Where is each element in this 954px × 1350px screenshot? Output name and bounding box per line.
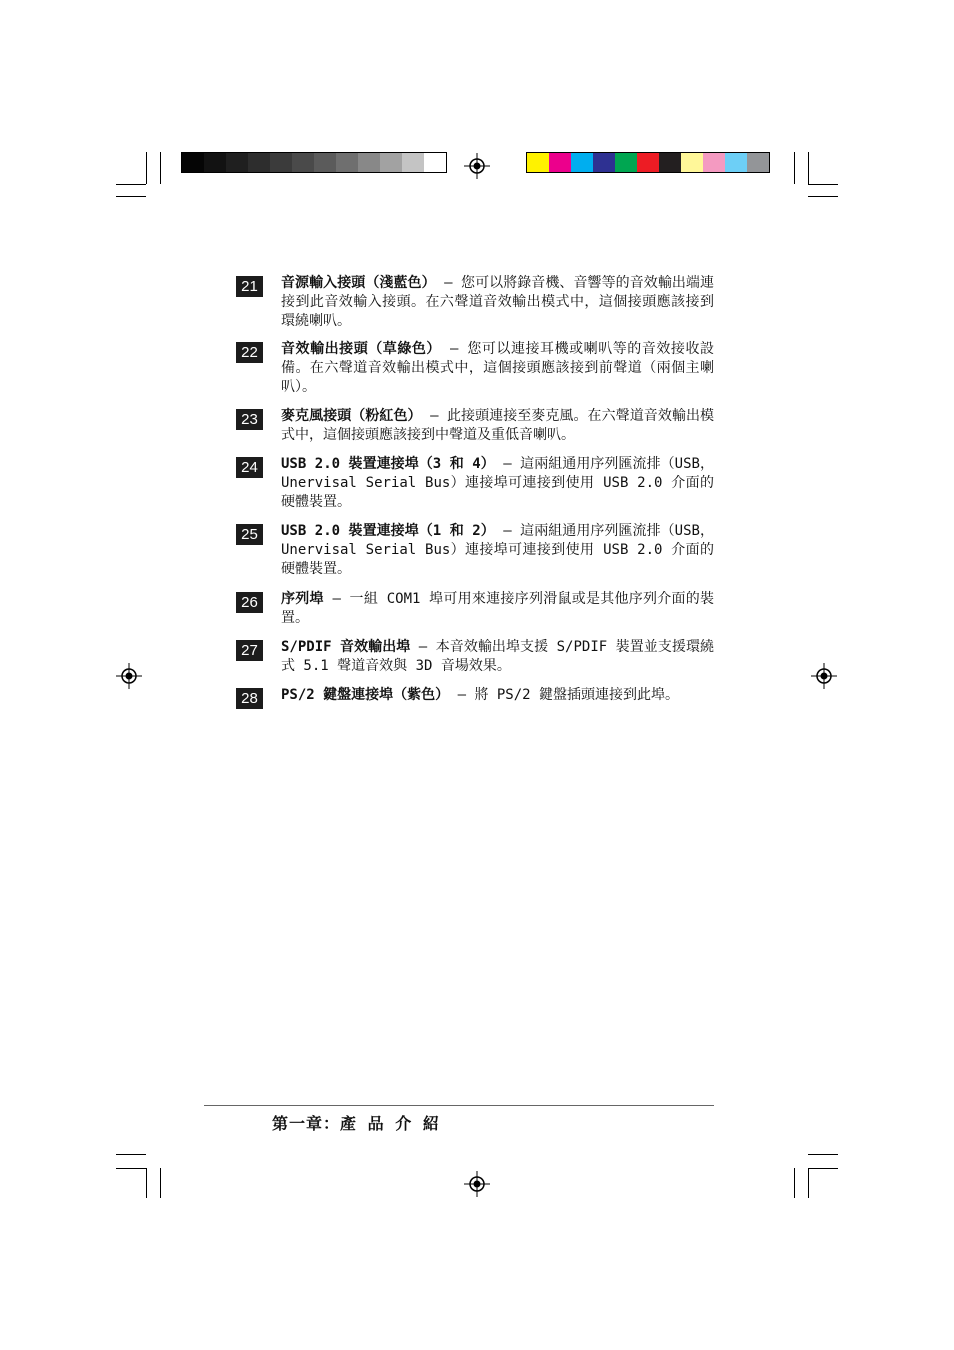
item-description: – 將 PS/2 鍵盤插頭連接到此埠。 <box>449 687 680 703</box>
color-swatch <box>226 153 248 172</box>
item-number-badge: 21 <box>236 276 263 297</box>
item-number-badge: 27 <box>236 640 263 661</box>
registration-mark-icon <box>811 663 837 689</box>
crop-mark <box>116 184 146 185</box>
color-swatch <box>204 153 226 172</box>
item-title: PS/2 鍵盤連接埠（紫色） <box>281 687 450 703</box>
color-swatch <box>747 153 769 172</box>
crop-mark <box>116 1154 146 1155</box>
registration-mark-icon <box>116 663 142 689</box>
crop-mark <box>116 196 146 197</box>
item-title: 音源輸入接頭（淺藍色） <box>281 275 436 291</box>
color-swatch <box>593 153 615 172</box>
color-swatch <box>681 153 703 172</box>
color-swatch <box>270 153 292 172</box>
color-swatch <box>549 153 571 172</box>
color-swatch <box>314 153 336 172</box>
crop-mark <box>794 1168 795 1198</box>
chapter-footer: 第一章：產 品 介 紹 <box>272 1114 440 1133</box>
item-number-badge: 23 <box>236 409 263 430</box>
crop-mark <box>116 1168 146 1169</box>
item-number-badge: 22 <box>236 342 263 363</box>
crop-mark <box>808 152 809 184</box>
item-title: 序列埠 <box>281 591 324 607</box>
footer-divider <box>204 1105 714 1106</box>
item-title: USB 2.0 裝置連接埠（3 和 4） <box>281 456 495 472</box>
color-swatch <box>703 153 725 172</box>
item-description: – 您可以連接耳機或喇叭等的音效接收設備。在六聲道音效輸出模式中，這個接頭應該接到前聲道（兩個主喇叭）。 <box>281 341 715 395</box>
item-number-badge: 25 <box>236 524 263 545</box>
color-swatch <box>637 153 659 172</box>
crop-mark <box>808 1154 838 1155</box>
registration-mark-icon <box>464 1171 490 1197</box>
crop-mark <box>808 196 838 197</box>
crop-mark <box>808 184 838 185</box>
item-title: S/PDIF 音效輸出埠 <box>281 639 411 655</box>
item-description: – 這兩組通用序列匯流排（USB，Unervisal Serial Bus）連接埠可連接到使用 USB 2.0 介面的硬體裝置。 <box>281 456 714 510</box>
crop-mark <box>794 152 795 184</box>
color-swatch <box>659 153 681 172</box>
item-description: – 這兩組通用序列匯流排（USB，Unervisal Serial Bus）連接埠可連接到使用 USB 2.0 介面的硬體裝置。 <box>281 523 714 577</box>
item-description: – 此接頭連接至麥克風。在六聲道音效輸出模式中，這個接頭應該接到中聲道及重低音喇叭。 <box>281 408 714 443</box>
registration-mark-icon <box>464 153 490 179</box>
item-title: 麥克風接頭（粉紅色） <box>281 408 422 424</box>
item-number-badge: 26 <box>236 592 263 613</box>
color-swatch <box>182 153 204 172</box>
item-number-badge: 28 <box>236 688 263 709</box>
color-swatch <box>571 153 593 172</box>
item-number-badge: 24 <box>236 457 263 478</box>
crop-mark <box>146 152 147 184</box>
item-description: – 本音效輸出埠支援 S/PDIF 裝置並支援環繞式 5.1 聲道音效與 3D 音場效果。 <box>281 639 714 674</box>
item-title: USB 2.0 裝置連接埠（1 和 2） <box>281 523 495 539</box>
item-description: – 一組 COM1 埠可用來連接序列滑鼠或是其他序列介面的裝置。 <box>281 591 714 626</box>
color-swatch <box>725 153 747 172</box>
color-swatch <box>292 153 314 172</box>
item-title: 音效輸出接頭（草綠色） <box>281 341 441 357</box>
color-swatch <box>424 153 446 172</box>
color-swatch <box>380 153 402 172</box>
item-description: – 您可以將錄音機、音響等的音效輸出端連接到此音效輸入接頭。在六聲道音效輸出模式中，這個接頭應該接到環繞喇叭。 <box>281 275 714 329</box>
crop-mark <box>808 1168 838 1169</box>
crop-mark <box>160 152 161 184</box>
crop-mark <box>146 1168 147 1198</box>
color-swatch <box>402 153 424 172</box>
crop-mark <box>808 1168 809 1198</box>
color-swatch <box>248 153 270 172</box>
color-swatch <box>358 153 380 172</box>
gray-calibration-bar <box>181 152 447 173</box>
color-swatch <box>336 153 358 172</box>
crop-mark <box>160 1168 161 1198</box>
color-swatch <box>527 153 549 172</box>
color-swatch <box>615 153 637 172</box>
color-calibration-bar <box>526 152 770 173</box>
